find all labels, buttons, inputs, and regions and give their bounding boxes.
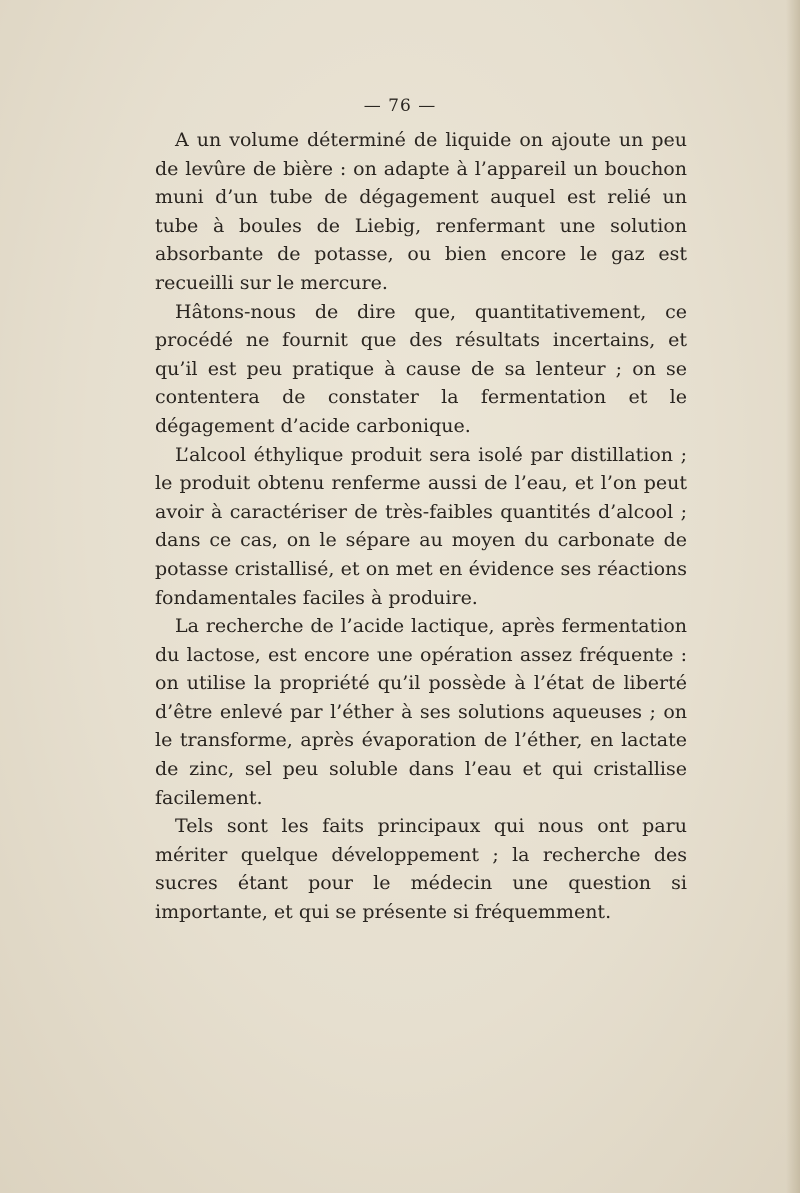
paragraph: L’alcool éthylique produit sera isolé par distillation ; le produit obtenu renferme aussi de l’eau, et l’on peut avoir à caractériser de très-faibles quantités d’alcool ; dans ce cas, on le sépare au moyen du carbonate de potasse cristallisé, et on met en évidence ses réactions fondamentales faciles à produire. (155, 443, 687, 609)
page-edge-shadow (786, 0, 800, 1193)
paragraph: Tels sont les faits principaux qui nous ont paru mériter quelque développement ; la recherche des sucres étant pour le médecin une question si importante, et qui se présente si fréquemment. (155, 815, 687, 924)
paragraph: Hâtons-nous de dire que, quantitativement, ce procédé ne fournit que des résultats incertains, et qu’il est peu pratique à cause de sa lenteur ; on se contentera de constater la fermentation et le dégagement d’acide carbonique. (155, 300, 687, 437)
paragraph: A un volume déterminé de liquide on ajoute un peu de levûre de bière : on adapte à l’appareil un bouchon muni d’un tube de dégagement auquel est relié un tube à boules de Liebig, renfermant une solution absorbante de potasse, ou bien encore le gaz est recueilli sur le mercure. (155, 129, 687, 294)
body-text (155, 126, 687, 927)
paragraph: La recherche de l’acide lactique, après fermentation du lactose, est encore une opération assez fréquente : on utilise la propriété qu’il possède à l’état de liberté d’être enlevé par l’éther à ses solutions aqueuses ; on le transforme, après évaporation de l’éther, en lactate de zinc, sel peu soluble dans l’eau et qui cristallise facilement. (155, 615, 687, 809)
page-number: — 76 — (363, 96, 437, 116)
